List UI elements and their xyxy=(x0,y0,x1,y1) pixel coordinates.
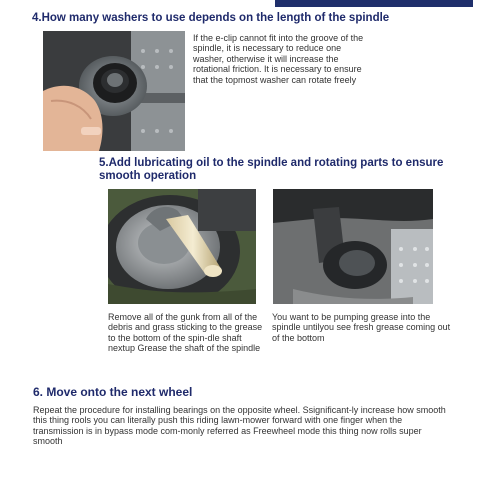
spindle-shaft-photo xyxy=(108,189,256,304)
header-accent-bar xyxy=(275,0,473,7)
washer-spindle-photo xyxy=(43,31,185,151)
section-6-text: Repeat the procedure for installing bearings on the opposite wheel. Ssignificant-ly increase how smooth this thing rools you can literally push this riding lawn-mower forward with one finger when the transmission is in bypass mode com-monly referred as Freewheel mode this thing now rolls super smooth xyxy=(33,405,446,447)
section-5-caption-left: Remove all of the gunk from all of the debris and grass sticking to the grease to the bottom of the spin-dle shaft nextup Grease the shaft of the spindle xyxy=(108,312,263,354)
grease-spindle-photo xyxy=(273,189,433,304)
section-5-caption-right: You want to be pumping grease into the spindle untilyou see fresh grease coming out of the bottom xyxy=(272,312,451,343)
section-6-heading: 6. Move onto the next wheel xyxy=(33,385,193,399)
section-5-heading: 5.Add lubricating oil to the spindle and rotating parts to ensure smooth operation xyxy=(99,157,444,182)
section-4-heading: 4.How many washers to use depends on the length of the spindle xyxy=(32,12,390,24)
section-4-text: If the e-clip cannot fit into the groove of the spindle, it is necessary to reduce one washer, otherwise it will increase the rotational friction. It is necessary to ensure that the topmost washer can rotate freely xyxy=(193,33,364,85)
